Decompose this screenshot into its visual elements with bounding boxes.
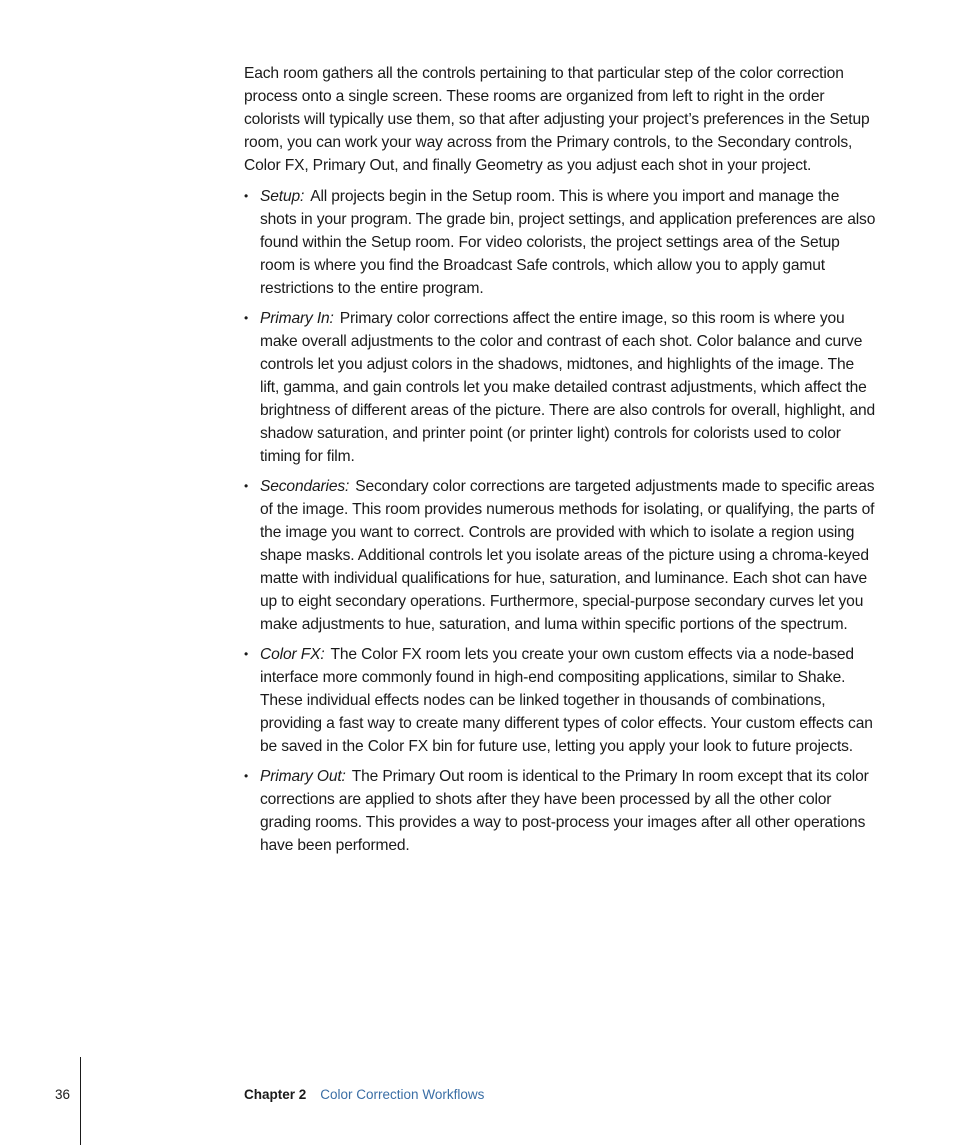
bullet-term: Secondaries: (260, 478, 350, 495)
bullet-icon: • (244, 769, 249, 783)
bullet-text: The Color FX room lets you create your own custom effects via a node-based interface more commonly found in high-end compositing applications, similar to Shake. These individual effects nodes can be linked together in thousands of combinations, providing a fast way to create many different types of color effects. Your custom effects can be saved in the Color FX bin for future use, letting you apply your look to future projects. (260, 646, 873, 755)
list-item-secondaries (244, 475, 876, 636)
list-item-color-fx (244, 643, 876, 758)
chapter-title: Color Correction Workflows (320, 1087, 485, 1102)
footer-divider (80, 1057, 81, 1145)
bullet-icon: • (244, 189, 249, 203)
bullet-icon: • (244, 479, 249, 493)
page-body (244, 62, 876, 864)
bullet-term: Setup: (260, 188, 305, 205)
list-item-primary-in (244, 307, 876, 468)
bullet-text: Secondary color corrections are targeted adjustments made to specific areas of the image. This room provides numerous methods for isolating, or qualifying, the parts of the image you want to correct. Controls are provided with which to isolate a region using shape masks. Additional controls let you isolate areas of the picture using a chroma-keyed matte with individual qualifications for hue, saturation, and luminance. Each shot can have up to eight secondary operations. Furthermore, special-purpose secondary curves let you make adjustments to hue, saturation, and luma within specific portions of the spectrum. (260, 478, 875, 633)
chapter-label: Chapter 2 (244, 1087, 307, 1102)
bullet-text: All projects begin in the Setup room. This is where you import and manage the shots in your program. The grade bin, project settings, and application preferences are also found within the Setup room. For video colorists, the project settings area of the Setup room is where you find the Broadcast Safe controls, which allow you to apply gamut restrictions to the entire program. (260, 188, 876, 297)
bullet-term: Color FX: (260, 646, 325, 663)
list-item-setup (244, 185, 876, 300)
bullet-term: Primary In: (260, 310, 334, 327)
bullet-text: The Primary Out room is identical to the Primary In room except that its color corrections are applied to shots after they have been processed by all the other color grading rooms. This provides a way to post-process your images after all other operations have been performed. (260, 768, 869, 854)
list-item-primary-out (244, 765, 876, 857)
bullet-icon: • (244, 647, 249, 661)
page-number: 36 (55, 1087, 71, 1102)
intro-paragraph: Each room gathers all the controls pertaining to that particular step of the color correction process onto a single screen. These rooms are organized from left to right in the order colorists will typically use them, so that after adjusting your project’s preferences in the Setup room, you can work your way across from the Primary controls, to the Secondary controls, Color FX, Primary Out, and finally Geometry as you adjust each shot in your project. (244, 65, 870, 174)
bullet-text: Primary color corrections affect the entire image, so this room is where you make overall adjustments to the color and contrast of each shot. Color balance and curve controls let you adjust colors in the shadows, midtones, and highlights of the image. The lift, gamma, and gain controls let you make detailed contrast adjustments, which affect the brightness of different areas of the picture. There are also controls for overall, highlight, and shadow saturation, and printer point (or printer light) controls for colorists used to color timing for film. (260, 310, 876, 465)
bullet-icon: • (244, 311, 249, 325)
footer-chapter (244, 1086, 484, 1104)
room-list (244, 185, 876, 857)
bullet-term: Primary Out: (260, 768, 346, 785)
